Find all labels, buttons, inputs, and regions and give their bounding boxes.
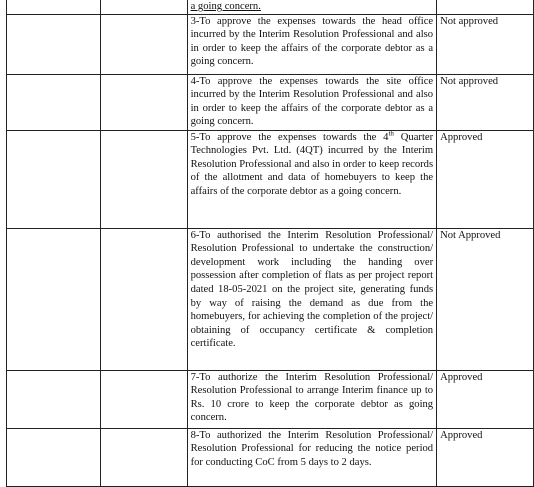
status-cell [437, 0, 534, 14]
table-row [7, 370, 534, 428]
resolution-text: 6-To authorised the Interim Resolution Professional/ Resolution Professional to undertake the construction/ development work including the handing over possession after completion of flats as per project report dated 18-05-2021 on the project site, generating funds by way of raising the demand as due from the homebuyers, for achieving the completion of the project/ obtaining of occupancy certificate & completion certificate. [187, 228, 437, 370]
empty-cell [7, 74, 101, 130]
empty-cell [7, 428, 101, 486]
empty-cell [100, 0, 187, 14]
table-row [7, 14, 534, 74]
ordinal-superscript: th [388, 129, 394, 138]
status-cell: Not approved [437, 14, 534, 74]
table-row [7, 428, 534, 486]
empty-cell [7, 14, 101, 74]
resolution-text-part: 5-To approve the expenses towards the 4 [190, 131, 389, 143]
resolutions-table [6, 0, 534, 487]
empty-cell [7, 370, 101, 428]
empty-cell [100, 370, 187, 428]
status-cell: Not Approved [437, 228, 534, 370]
resolution-text-part: Quarter Technologies Pvt. Ltd. (4QT) incurred by the Interim Resolution Professional and also in order to keep records of the allotment and data of homebuyers to keep the affairs of the corporate debtor as a going concern. [190, 131, 434, 197]
table-row [7, 228, 534, 370]
status-cell: Approved [437, 428, 534, 486]
table-row [7, 130, 534, 228]
empty-cell [100, 228, 187, 370]
empty-cell [100, 74, 187, 130]
resolution-text: 4-To approve the expenses towards the site office incurred by the Interim Resolution Professional and also in order to keep the affairs of the corporate debtor as a going concern. [187, 74, 437, 130]
table-row [7, 0, 534, 14]
resolution-text: 8-To authorized the Interim Resolution Professional/ Resolution Professional for reducing the notice period for conducting CoC from 5 days to 2 days. [187, 428, 437, 486]
empty-cell [7, 0, 101, 14]
resolution-text [187, 130, 437, 228]
empty-cell [100, 130, 187, 228]
resolution-text: a going concern. [187, 0, 437, 14]
status-cell: Approved [437, 370, 534, 428]
resolution-text: 3-To approve the expenses towards the head office incurred by the Interim Resolution Professional and also in order to keep the affairs of the corporate debtor as a going concern. [187, 14, 437, 74]
status-cell: Approved [437, 130, 534, 228]
resolution-text: 7-To authorize the Interim Resolution Professional/ Resolution Professional to arrange Interim finance up to Rs. 10 crore to keep the corporate debtor as going concern. [187, 370, 437, 428]
table-row [7, 74, 534, 130]
empty-cell [7, 130, 101, 228]
empty-cell [7, 228, 101, 370]
empty-cell [100, 14, 187, 74]
status-cell: Not approved [437, 74, 534, 130]
empty-cell [100, 428, 187, 486]
